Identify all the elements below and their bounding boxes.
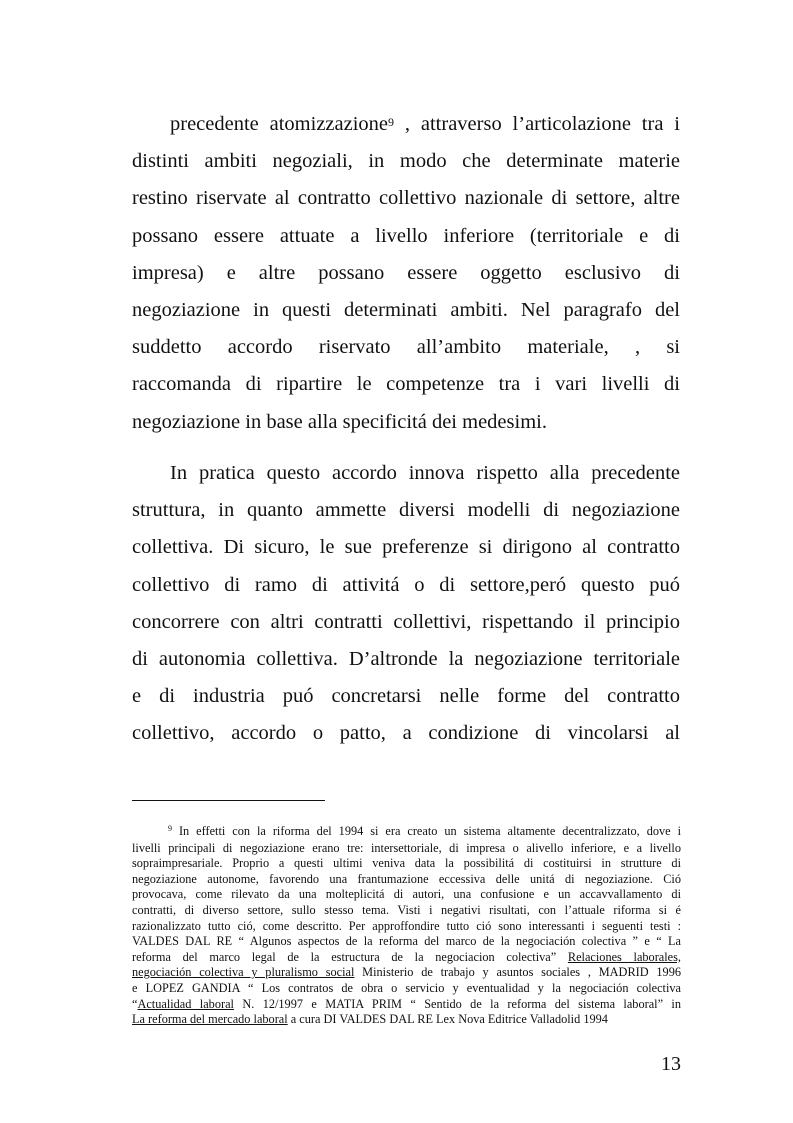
footnote-line-5: provocava, come rilevato da una molteplicitá di autori, una confusione e un accavvallamento di [132,887,681,902]
paragraph-1 [132,106,680,441]
footnote-reference: 9 [388,115,395,129]
book-title: Relaciones laborales, [567,949,681,964]
journal-title: Actualidad laboral [137,996,234,1011]
footnote-line-8: VALDES DAL RE “ Algunos aspectos de la reforma del marco de la negociación colectiva ” e “ La [132,934,681,949]
paragraph-1-line-8: raccomanda di ripartire le competenze tra i vari livelli di [132,373,680,396]
paragraph-2 [132,455,680,753]
paragraph-1-line-4: possano essere attuate a livello inferiore (territoriale e di [132,224,680,247]
paragraph-1-line-6: negoziazione in questi determinati ambiti. Nel paragrafo del [132,299,680,322]
paragraph-2-line-6: di autonomia collettiva. D’altronde la negoziazione territoriale [132,648,680,671]
footnote-line-10 [132,965,681,981]
paragraph-1-line-2: distinti ambiti negoziali, in modo che determinate materie [132,150,680,173]
paragraph-2-line-7: e di industria puó concretarsi nelle forme del contratto [132,685,680,708]
footnote-line-9 [132,950,681,966]
text-run: precedente atomizzazione [170,113,389,135]
text-run: N. 12/1997 e MATIA PRIM “ Sentido de la reforma del sistema laboral” in [233,996,681,1011]
footnote-line-13 [132,1012,681,1028]
footnote-line-6: contratti, di diverso settore, sullo stesso tema. Visti i negativi risultati, con l’attuale riforma si é [132,902,681,917]
paragraph-1-line-5: impresa) e altre possano essere oggetto esclusivo di [132,261,680,284]
footnote-mark: 9 [168,824,172,833]
paragraph-1-line-7: suddetto accordo riservato all’ambito materiale, , si [132,336,680,359]
paragraph-2-line-4: collettivo di ramo di attivitá o di settore,peró questo puó [132,573,680,596]
paragraph-1-line-9: negoziazione in base alla specificitá dei medesimi. [132,410,547,433]
book-title: negociación colectiva y pluralismo social [132,965,355,980]
text-run: Ministerio de trabajo y asuntos sociales , MADRID 1996 [354,965,682,980]
paragraph-2-line-5: concorrere con altri contratti collettivi, rispettando il principio [132,610,680,633]
text-run: In effetti con la riforma del 1994 si era creato un sistema altamente decentralizzato, dove i [172,824,681,838]
paragraph-1-line-3: restino riservate al contratto collettivo nazionale di settore, altre [132,187,680,210]
paragraph-2-line-3: collettiva. Di sicuro, le sue preferenze si dirigono al contratto [132,536,680,559]
footnote-9 [132,824,681,1028]
paragraph-2-line-1: In pratica questo accordo innova rispetto alla precedente [170,462,680,484]
footnote-line-1 [132,824,681,841]
paragraph-2-line-2: struttura, in quanto ammette diversi modelli di negoziazione [132,499,680,522]
footnote-line-12 [132,997,681,1013]
text-run: a cura DI VALDES DAL RE Lex Nova Editrice Valladolid 1994 [287,1012,608,1027]
text-run: “ [132,996,138,1011]
text-run: , attraverso l’articolazione tra i [394,113,680,135]
paragraph-2-line-8: collettivo, accordo o patto, a condizione di vincolarsi al [132,722,680,745]
footnote-line-3: sopraimpresariale. Proprio a questi ultimi veniva data la possibilitá di costituirsi in strutture di [132,856,681,871]
footnote-line-2: livelli principali di negoziazione erano tre: intersettoriale, di impresa o alivello inferiore, e a livello [132,840,681,855]
text-run: reforma del marco legal de la estructura de la negociacion colectiva” [132,949,568,964]
footnote-line-11: e LOPEZ GANDIA “ Los contratos de obra o servicio y eventualidad y la negociación colectiva [132,980,681,995]
book-title: La reforma del mercado laboral [132,1012,288,1027]
footnote-line-4: negoziazione autonome, favorendo una frantumazione eccessiva delle unitá di negoziazione. Ció [132,871,681,886]
footnote-line-7: razionalizzato tutto ció, come descritto. Per approffondire tutto ció sono interessanti i seguenti testi : [132,918,681,933]
paragraph-1-line-1 [132,106,680,143]
footnote-separator [132,800,325,801]
page-number: 13 [661,1053,681,1075]
